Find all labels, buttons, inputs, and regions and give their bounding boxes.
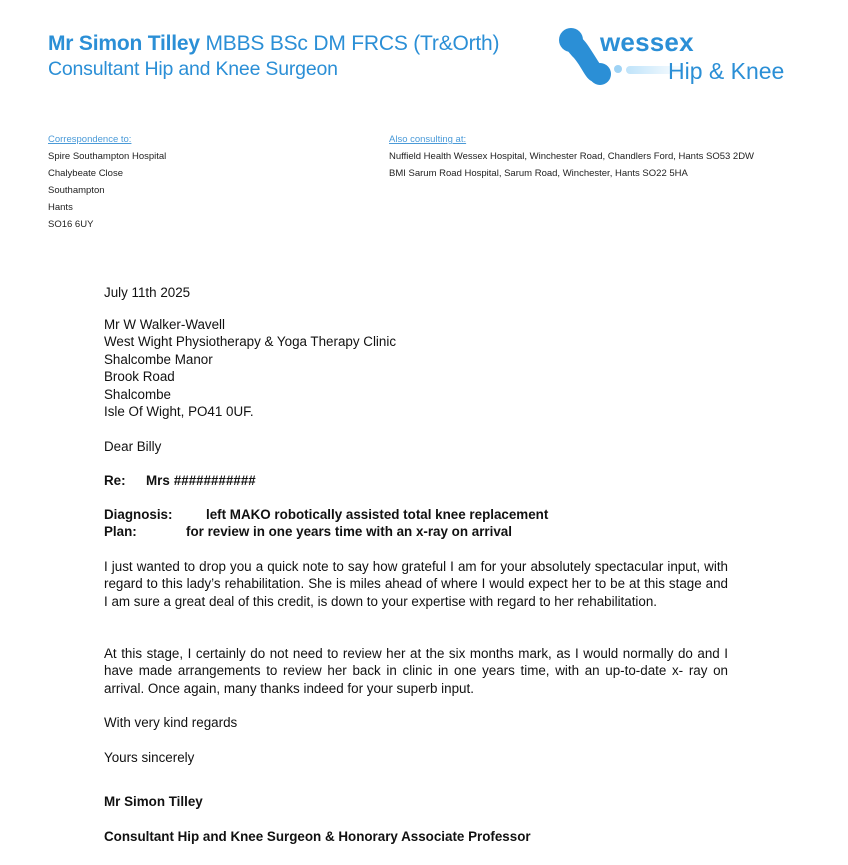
logo-word-wessex: wessex [600, 27, 694, 57]
regards: With very kind regards [104, 715, 238, 730]
closing: Yours sincerely [104, 750, 195, 765]
re-label: Re: [104, 473, 126, 488]
body-paragraph-1: I just wanted to drop you a quick note to say how grateful I am for your absolutely spectacular input, with regard to this lady’s rehabilitation. She is miles ahead of where I would expect her to be at this stage and I am sure a great deal of this credit, is down to your expertise with regard to her rehabilitation. [104, 559, 728, 609]
address-line: Spire Southampton Hospital [48, 151, 167, 162]
letter-date: July 11th 2025 [104, 285, 191, 300]
logo-joint-top [559, 28, 583, 52]
signature-title: Consultant Hip and Knee Surgeon & Honorary Associate Professor [104, 829, 531, 844]
correspondence-address [48, 131, 166, 233]
signature-name: Mr Simon Tilley [104, 794, 203, 809]
recipient-line: Brook Road [104, 369, 175, 385]
re-line [104, 472, 728, 489]
plan-label: Plan: [104, 524, 137, 540]
address-line: SO16 6UY [48, 219, 94, 230]
diagnosis-plan [104, 506, 728, 541]
consulting-line: BMI Sarum Road Hospital, Sarum Road, Winchester, Hants SO22 5HA [389, 168, 688, 179]
diagnosis-row [104, 506, 728, 523]
logo-word-hip-knee: Hip & Knee [668, 58, 785, 84]
address-line: Hants [48, 202, 73, 213]
letterhead-role: Consultant Hip and Knee Surgeon [48, 58, 338, 80]
recipient-address [104, 316, 728, 420]
salutation: Dear Billy [104, 439, 162, 454]
surgeon-name: Mr Simon Tilley [48, 32, 200, 55]
consulting-line: Nuffield Health Wessex Hospital, Winchester Road, Chandlers Ford, Hants SO53 2DW [389, 151, 755, 162]
qualifications: MBBS BSc DM FRCS (Tr&Orth) [205, 32, 500, 55]
consulting-heading: Also consulting at: [389, 134, 467, 145]
plan-text: for review in one years time with an x-ray on arrival [186, 524, 512, 540]
plan-row [104, 523, 728, 540]
letterhead-title [48, 32, 499, 56]
address-line: Chalybeate Close [48, 168, 123, 179]
logo-dot [614, 65, 622, 73]
recipient-line: West Wight Physiotherapy & Yoga Therapy Clinic [104, 334, 397, 350]
re-redacted: ########### [173, 473, 256, 488]
address-line: Southampton [48, 185, 105, 196]
recipient-line: Shalcombe [104, 386, 171, 402]
body-paragraph-2: At this stage, I certainly do not need to review her at the six months mark, as I would normally do and I have made arrangements to review her back in clinic in one years time, with an up-to-date x- ray on arrival. Once again, many thanks indeed for your superb input. [104, 646, 728, 696]
diagnosis-label: Diagnosis: [104, 507, 173, 522]
re-patient: Mrs [146, 473, 170, 488]
correspondence-heading: Correspondence to: [48, 134, 132, 145]
recipient-line: Mr W Walker-Wavell [104, 317, 225, 332]
logo-joint-bottom [589, 63, 611, 85]
recipient-line: Isle Of Wight, PO41 0UF. [104, 404, 254, 420]
consulting-locations [389, 131, 754, 182]
diagnosis-text: left MAKO robotically assisted total knee replacement [206, 507, 549, 522]
recipient-line: Shalcombe Manor [104, 351, 213, 367]
